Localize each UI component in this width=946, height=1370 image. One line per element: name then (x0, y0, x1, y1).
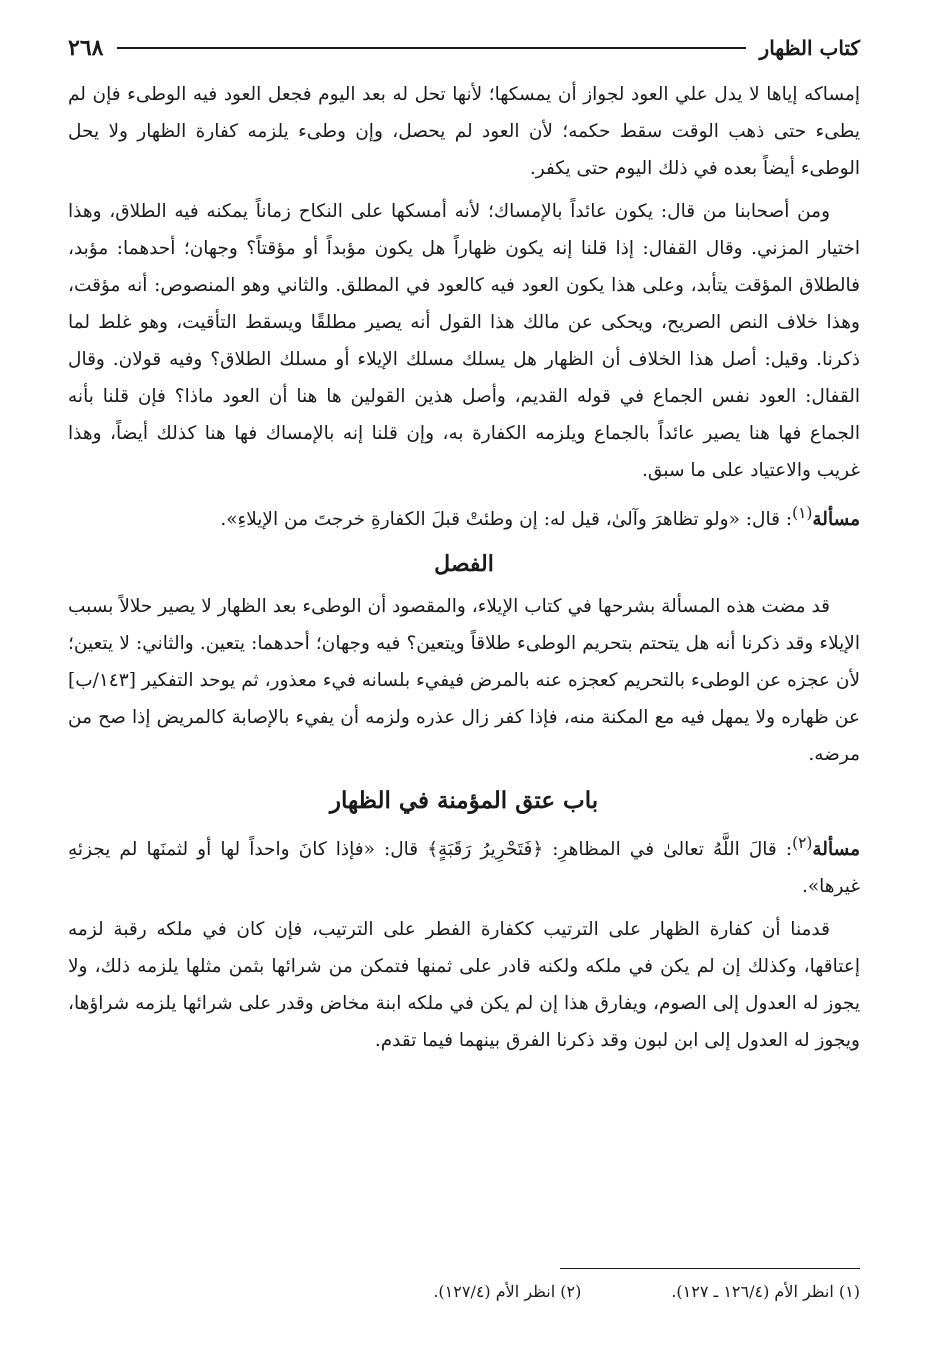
footnote: (١) انظر الأم (١٢٦/٤ ـ ١٢٧). (671, 1282, 860, 1301)
paragraph: إمساكه إياها لا يدل علي العود لجواز أن يمسكها؛ لأنها تحل له بعد اليوم فجعل العود فيه الوطىء فإن لم يطىء حتى ذهب الوقت سقط حكمه؛ لأن العود لم يحصل، وإن وطىء يلزمه كفارة الظهار ولا يحل الوطىء أيضاً بعده في ذلك اليوم حتى يكفر. (68, 84, 860, 179)
running-header (68, 30, 860, 66)
footnote: (٢) انظر الأم (١٢٧/٤). (433, 1282, 582, 1301)
footnote-ref: (٢) (792, 834, 813, 853)
footnote-row (68, 1277, 860, 1307)
issue-text: : قالَ اللَّهُ تعالىٰ في المظاهرِ: ﴿فَتَحْرِيرُ رَقَبَةٍ﴾ قال: «فإذا كانَ واحداً لها أو لثمنَها لم يجزئهِ غيرها». (68, 839, 860, 898)
header-rule (117, 47, 745, 49)
footnote-rule (560, 1268, 860, 1269)
paragraph: قد مضت هذه المسألة بشرحها في كتاب الإيلاء، والمقصود أن الوطىء بعد الظهار لا يصير حلالاً بسبب الإيلاء وقد ذكرنا أنه هل يتحتم بتحريم الوطىء طلاقاً ويتعين؟ فيه وجهان؛ أحدهما: يتعين. والثاني: لا يتعين؛ لأن عجزه عن الوطىء بالتحريم كعجزه عنه بالمرض فيفيء بلسانه فيء معذور، ثم يوحد التفكير [١٤٣/ب] عن ظهاره ولا يمهل فيه مع المكنة منه، فإذا كفر زال عذره ولزمه أن يفيء بالإصابة كالمريض إذا صح من مرضه. (68, 596, 860, 766)
main-text (68, 76, 860, 1059)
page-number: ٢٦٨ (68, 35, 104, 61)
issue-term: مسألة (812, 509, 860, 531)
issue-paragraph (68, 825, 860, 905)
footnote-ref: (١) (792, 504, 813, 522)
issue-paragraph (68, 495, 860, 538)
section-heading: الفصل (434, 551, 494, 578)
issue-text: : قال: «ولو تظاهرَ وآلىٰ، قيل له: إن وطئتْ قبلَ الكفارةِ خرجتَ من الإيلاءِ». (220, 509, 793, 531)
chapter-heading: باب عتق المؤمنة في الظهار (329, 787, 599, 815)
footnotes (68, 1268, 860, 1307)
paragraph: قدمنا أن كفارة الظهار على الترتيب ككفارة الفطر على الترتيب، فإن كان في ملكه رقبة لزمه إعتاقها، وكذلك إن لم يكن في ملكه ولكنه قادر على ثمنها فتمكن من شرائها بثمن مثلها يلزمه ذلك، ولا يجوز له العدول إلى الصوم، ويفارق هذا إن لم يكن في ملكه ابنة مخاض وقدر على شرائها يلزمه شراؤها، ويجوز له العدول إلى ابن لبون وقد ذكرنا الفرق بينهما فيما تقدم. (68, 919, 860, 1052)
paragraph: ومن أصحابنا من قال: يكون عائداً بالإمساك؛ لأنه أمسكها على النكاح زماناً يمكنه فيه الطلاق، وهذا اختيار المزني. وقال القفال: إذا قلنا إنه يكون ظهاراً هل يكون مؤبداً أو مؤقتاً؟ وجهان؛ أحدهما: مؤبد، فالطلاق المؤقت يتأبد، وعلى هذا يكون العود فيه كالعود في المطلق. والثاني وهو المنصوص: أنه مؤقت، وهذا خلاف النص الصريح، ويحكى عن مالك هذا القول أنه يصير مطلقًا ويسقط التأقيت، وهو غلط لما ذكرنا. وقيل: أصل هذا الخلاف أن الظهار هل يسلك مسلك الإيلاء أو مسلك الطلاق؟ وفيه قولان. وقال القفال: العود نفس الجماع في قوله القديم، وأصل هذين القولين ها هنا أن العود ماذا؟ فإن قلنا بأنه الجماع فها هنا يصير عائداً بالجماع ويلزمه الكفارة به، وإن قلنا إنه بالإمساك فها هنا كذلك أيضاً، وهذا غريب والاعتياد على ما سبق. (68, 201, 860, 481)
page (68, 30, 860, 1065)
running-title: كتاب الظهار (759, 36, 860, 60)
issue-term: مسألة (812, 839, 860, 861)
